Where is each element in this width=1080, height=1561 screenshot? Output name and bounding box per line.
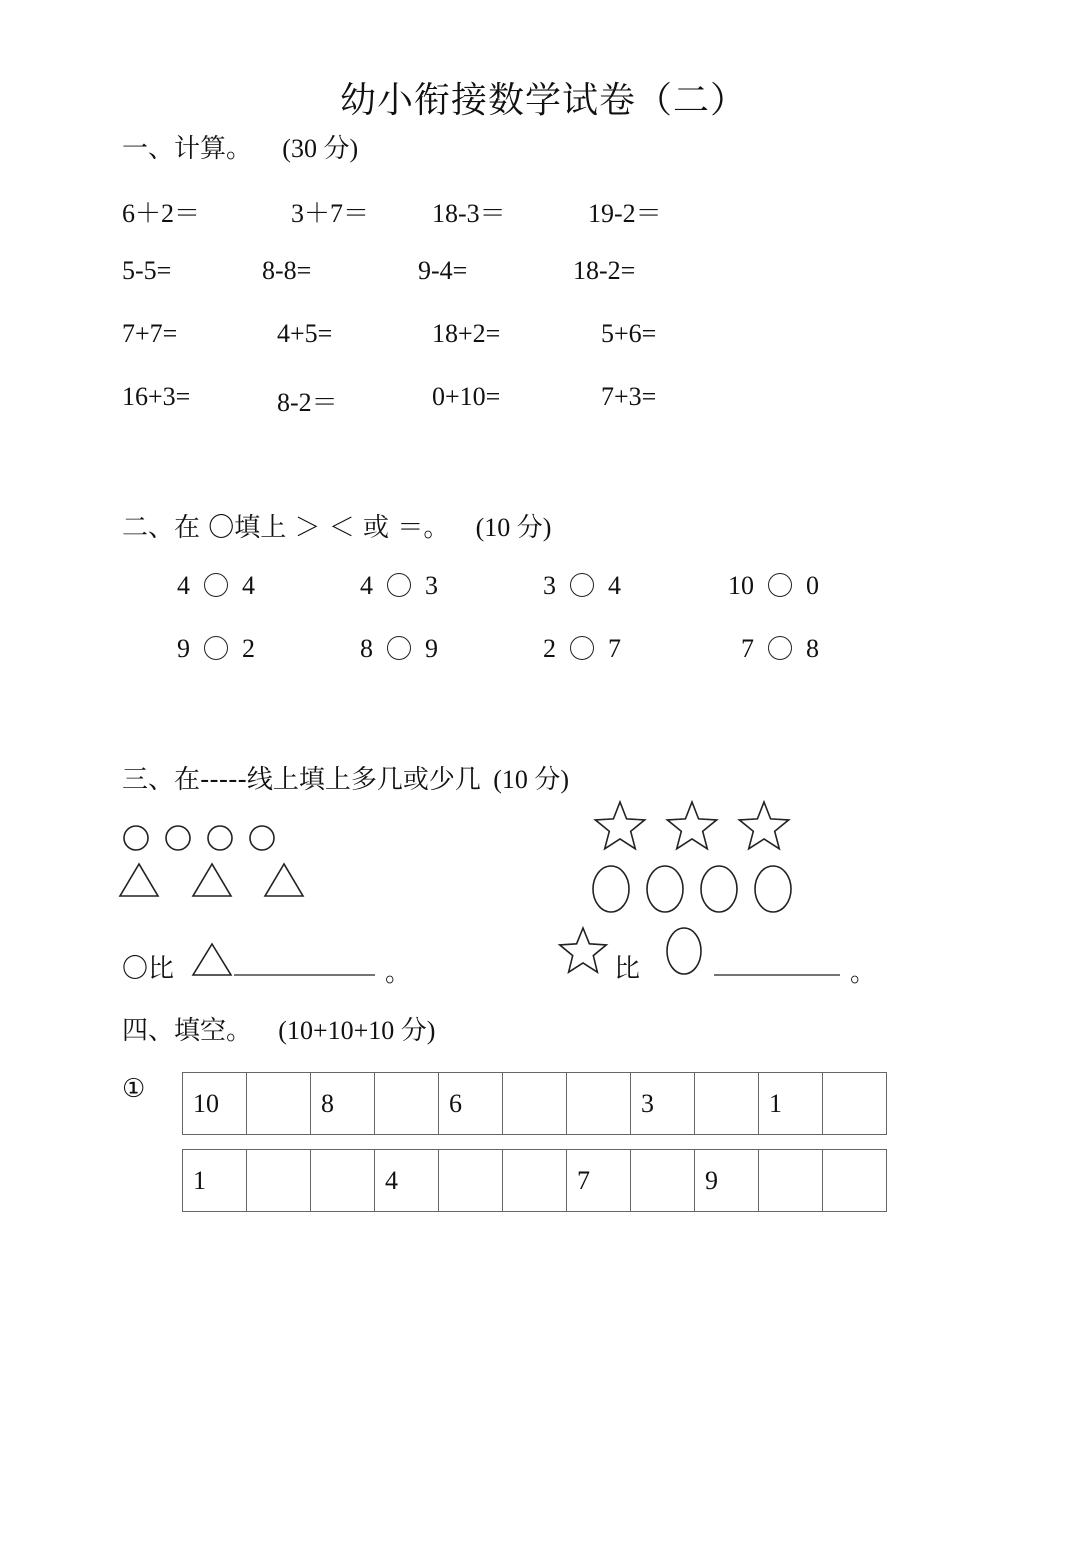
right-sentence-word: 比: [614, 954, 641, 984]
section-2-points: (10 分): [475, 513, 552, 542]
oval-shape: [647, 866, 683, 912]
grid-cell[interactable]: 4: [375, 1150, 439, 1212]
circle-shape: [250, 826, 274, 850]
section-1-title: 一、计算。: [122, 134, 253, 164]
compare-right: 4: [608, 571, 621, 600]
equation: 18-2=: [573, 256, 636, 285]
oval-shape: [701, 866, 737, 912]
compare-right: 9: [425, 634, 438, 663]
grid-cell[interactable]: [247, 1150, 311, 1212]
grid-cell[interactable]: [439, 1150, 503, 1212]
equation: 8-2＝: [277, 388, 338, 417]
compare-right: 7: [608, 634, 621, 663]
compare-left: 9: [177, 634, 190, 663]
circle-shape: [208, 826, 232, 850]
equation: 8-8=: [262, 256, 312, 285]
grid-cell[interactable]: [311, 1150, 375, 1212]
star-shape: [739, 802, 788, 849]
triangle-shape: [265, 864, 303, 896]
oval-shape: [755, 866, 791, 912]
grid-cell[interactable]: [759, 1150, 823, 1212]
compare-left: 4: [177, 571, 190, 600]
star-shape: [560, 928, 607, 972]
compare-right: 0: [806, 571, 819, 600]
grid-cell[interactable]: [823, 1150, 887, 1212]
section-3-title: 三、在-----线上填上多几或少几: [122, 765, 481, 795]
right-sentence-end: 。: [850, 958, 877, 988]
triangle-shape: [193, 944, 231, 975]
grid-cell[interactable]: 1: [183, 1150, 247, 1212]
grid-cell[interactable]: [695, 1073, 759, 1135]
compare-right: 3: [425, 571, 438, 600]
section-1-points: (30 分): [282, 134, 359, 163]
grid-cell[interactable]: [503, 1073, 567, 1135]
equation: 9-4=: [418, 256, 468, 285]
grid-cell[interactable]: [823, 1073, 887, 1135]
star-shape: [595, 802, 644, 849]
grid-cell[interactable]: 8: [311, 1073, 375, 1135]
left-sentence-start: 〇比: [122, 954, 175, 984]
grid-cell[interactable]: 6: [439, 1073, 503, 1135]
equation: 18+2=: [432, 319, 501, 348]
compare-left: 10: [728, 571, 754, 600]
equation: 5-5=: [122, 256, 172, 285]
grid-cell[interactable]: 3: [631, 1073, 695, 1135]
compare-left: 8: [360, 634, 373, 663]
grid-cell[interactable]: [503, 1150, 567, 1212]
compare-right: 4: [242, 571, 255, 600]
compare-left: 7: [741, 634, 754, 663]
equation: 5+6=: [601, 319, 657, 348]
grid-cell[interactable]: 1: [759, 1073, 823, 1135]
number-grid-row-2: [182, 1149, 887, 1212]
grid-cell[interactable]: [631, 1150, 695, 1212]
compare-left: 4: [360, 571, 373, 600]
grid-cell[interactable]: 10: [183, 1073, 247, 1135]
section-4-points: (10+10+10 分): [278, 1016, 436, 1045]
number-grid-row-1: [182, 1072, 887, 1135]
equation: 0+10=: [432, 382, 501, 411]
oval-shape: [667, 928, 701, 974]
equation: 7+3=: [601, 382, 657, 411]
grid-cell[interactable]: [375, 1073, 439, 1135]
left-sentence-end: 。: [385, 958, 412, 988]
equation: 18-3＝: [432, 199, 506, 228]
page-title: 幼小衔接数学试卷（二）: [340, 80, 748, 121]
section-2-title: 二、在 〇填上 ＞ ＜ 或 ＝。: [122, 513, 450, 543]
section-4-title: 四、填空。: [122, 1016, 253, 1046]
equation: 7+7=: [122, 319, 178, 348]
oval-shape: [593, 866, 629, 912]
triangle-shape: [120, 864, 158, 896]
compare-right: 8: [806, 634, 819, 663]
compare-left: 3: [543, 571, 556, 600]
grid-cell[interactable]: 9: [695, 1150, 759, 1212]
equation: 19-2＝: [588, 199, 662, 228]
grid-cell[interactable]: [247, 1073, 311, 1135]
circle-shape: [166, 826, 190, 850]
circle-shape: [124, 826, 148, 850]
star-shape: [667, 802, 716, 849]
grid-cell[interactable]: 7: [567, 1150, 631, 1212]
grid-cell[interactable]: [567, 1073, 631, 1135]
equation: 4+5=: [277, 319, 333, 348]
item-marker: ①: [122, 1074, 146, 1104]
equation: 16+3=: [122, 382, 191, 411]
equation: 6＋2＝: [122, 199, 201, 228]
equation: 3＋7＝: [291, 199, 370, 228]
section-3-points: (10 分): [493, 765, 570, 794]
compare-right: 2: [242, 634, 255, 663]
compare-left: 2: [543, 634, 556, 663]
triangle-shape: [193, 864, 231, 896]
section-4-heading: [122, 1010, 435, 1047]
